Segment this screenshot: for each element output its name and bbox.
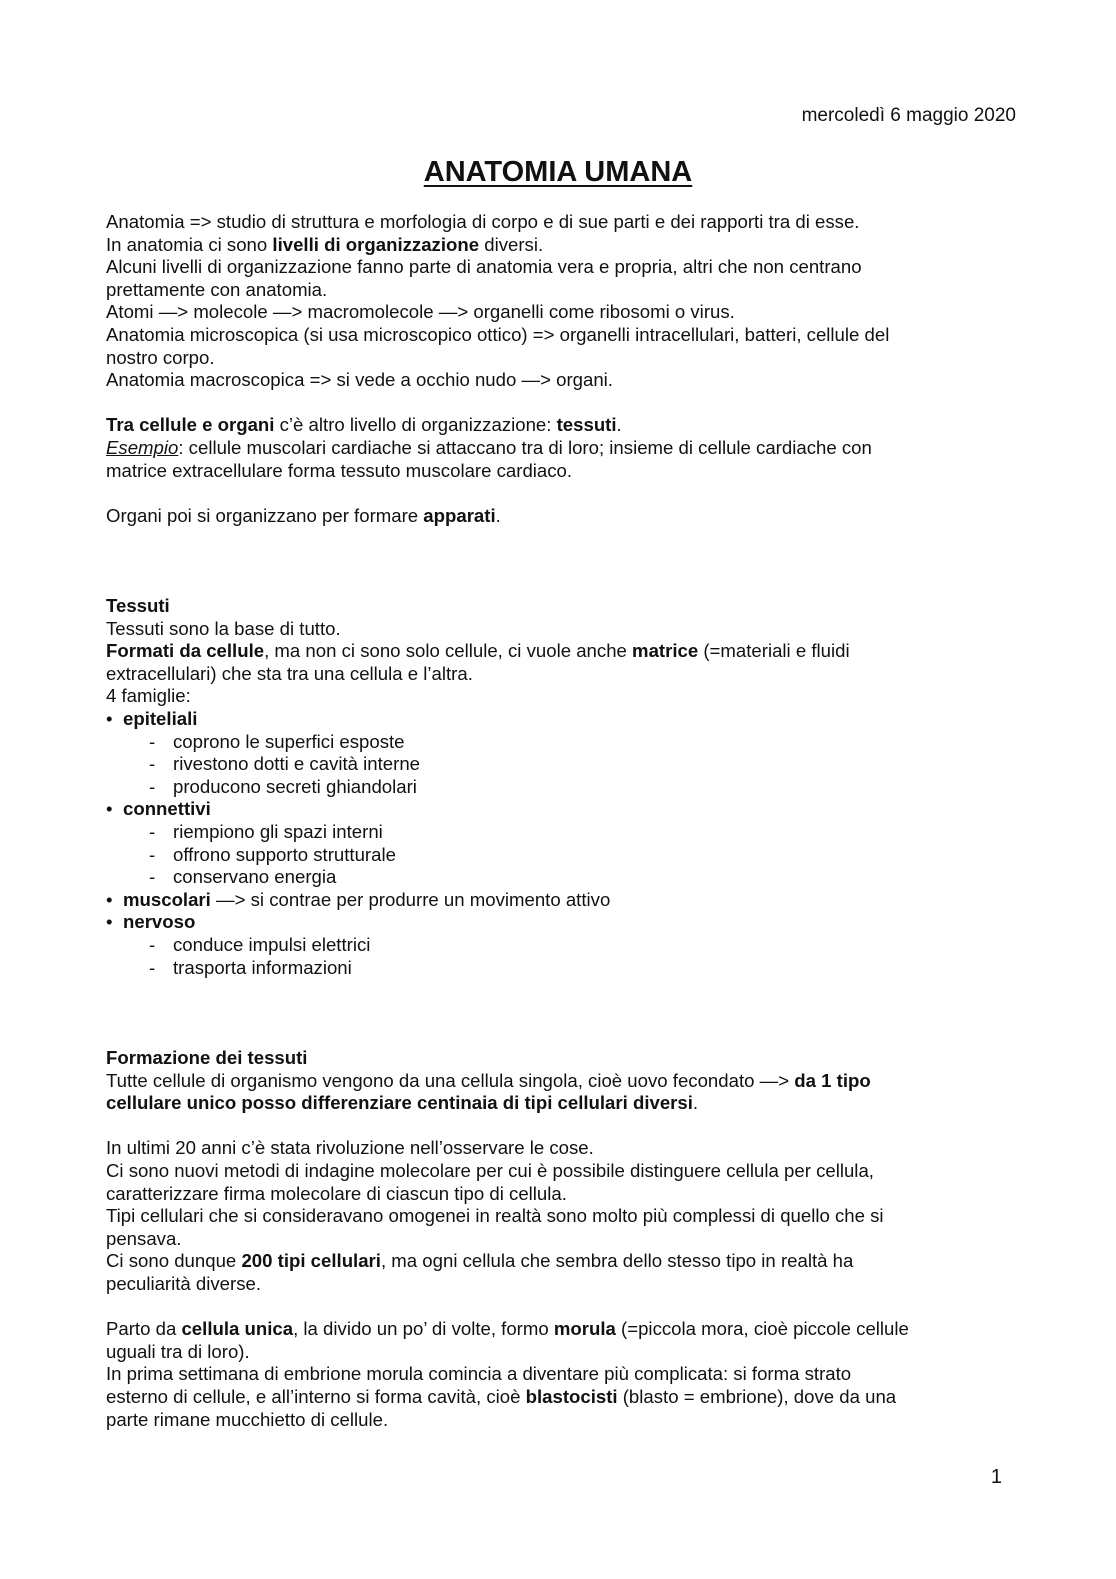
page-number: 1 xyxy=(990,1466,1002,1488)
text-line xyxy=(106,1318,1026,1341)
text-line: 4 famiglie: xyxy=(106,685,191,707)
spacer xyxy=(106,527,1026,595)
text-line: uguali tra di loro). xyxy=(106,1340,250,1362)
text-span: esterno di cellule, e all’interno si forma cavità, cioè xyxy=(106,1385,526,1407)
dash-icon: - xyxy=(149,866,156,888)
list-item-muscolari xyxy=(106,889,1026,912)
dash-icon: - xyxy=(149,753,156,775)
bold-term: da 1 tipo xyxy=(794,1069,871,1091)
text-line: Anatomia microscopica (si usa microscopico ottico) => organelli intracellulari, batteri, cellule del xyxy=(106,323,890,345)
document-body xyxy=(106,211,1026,1431)
list-item-connettivi xyxy=(106,798,1026,821)
text-span: rivestono dotti e cavità interne xyxy=(173,753,421,775)
bold-term: nervoso xyxy=(123,911,196,933)
sub-list-item xyxy=(106,731,1026,754)
text-line xyxy=(106,1070,1026,1093)
bold-term: blastocisti xyxy=(525,1385,618,1407)
list-item-epiteliali xyxy=(106,708,1026,731)
text-span: Tutte cellule di organismo vengono da una cellula singola, cioè uovo fecondato —> xyxy=(106,1069,795,1091)
bold-term: Tra cellule e organi xyxy=(106,414,275,436)
dash-icon: - xyxy=(149,775,156,797)
bold-term: 200 tipi cellulari xyxy=(241,1250,381,1272)
dash-icon: - xyxy=(149,956,156,978)
text-span: trasporta informazioni xyxy=(173,956,352,978)
text-line: pensava. xyxy=(106,1227,182,1249)
sub-list-item xyxy=(106,934,1026,957)
bold-term: livelli di organizzazione xyxy=(272,233,480,255)
text-line xyxy=(106,505,1026,528)
text-span: producono secreti ghiandolari xyxy=(173,775,417,797)
text-line: Ci sono nuovi metodi di indagine molecolare per cui è possibile distinguere cellula per cellula, xyxy=(106,1159,874,1181)
list-item-nervoso xyxy=(106,911,1026,934)
text-span: Organi poi si organizzano per formare xyxy=(106,504,424,526)
sub-list-item xyxy=(106,866,1026,889)
bold-term: matrice xyxy=(632,640,699,662)
document-title xyxy=(0,154,1116,190)
text-span: (blasto = embrione), dove da una xyxy=(617,1385,897,1407)
text-line xyxy=(106,1386,1026,1409)
bold-term: morula xyxy=(553,1318,616,1340)
sub-list-item xyxy=(106,957,1026,980)
text-line xyxy=(106,640,1026,663)
text-span: conservano energia xyxy=(173,866,337,888)
text-span: : cellule muscolari cardiache si attaccano tra di loro; insieme di cellule cardiache con xyxy=(178,436,872,458)
spacer xyxy=(106,1296,1026,1319)
text-span: diversi. xyxy=(479,233,544,255)
text-line: prettamente con anatomia. xyxy=(106,278,328,300)
bullet-icon: • xyxy=(106,798,113,820)
bold-term: epiteliali xyxy=(123,708,198,730)
text-line xyxy=(106,234,1026,257)
sub-list-item xyxy=(106,844,1026,867)
dash-icon: - xyxy=(149,821,156,843)
section-heading-formazione xyxy=(106,1047,1026,1070)
text-span: c’è altro livello di organizzazione: xyxy=(274,414,557,436)
dash-icon: - xyxy=(149,843,156,865)
bold-term: muscolari xyxy=(123,888,211,910)
spacer xyxy=(106,392,1026,415)
text-line: parte rimane mucchietto di cellule. xyxy=(106,1408,389,1430)
section-heading-tessuti xyxy=(106,595,1026,618)
text-span: , la divido un po’ di volte, formo xyxy=(293,1318,554,1340)
text-span: (=piccola mora, cioè piccole cellule xyxy=(615,1318,909,1340)
heading-text: Tessuti xyxy=(106,595,170,617)
bullet-icon: • xyxy=(106,708,113,730)
bold-term: Formati da cellule xyxy=(106,640,265,662)
example-label: Esempio xyxy=(106,436,179,458)
text-span: Parto da xyxy=(106,1318,182,1340)
bold-term: cellulare unico posso differenziare centinaia di tipi cellulari diversi xyxy=(106,1092,693,1114)
bold-term: apparati xyxy=(423,504,496,526)
text-line: caratterizzare firma molecolare di ciascun tipo di cellula. xyxy=(106,1182,567,1204)
text-line: matrice extracellulare forma tessuto muscolare cardiaco. xyxy=(106,459,573,481)
text-line: Tipi cellulari che si consideravano omogenei in realtà sono molto più complessi di quello che si xyxy=(106,1205,884,1227)
text-span: offrono supporto strutturale xyxy=(173,843,396,865)
text-span: —> si contrae per produrre un movimento attivo xyxy=(210,888,611,910)
text-line: In prima settimana di embrione morula comincia a diventare più complicata: si forma strato xyxy=(106,1363,852,1385)
text-span: conduce impulsi elettrici xyxy=(173,934,371,956)
text-line: Anatomia macroscopica => si vede a occhio nudo —> organi. xyxy=(106,369,613,391)
spacer xyxy=(106,482,1026,505)
text-span: , ma ogni cellula che sembra dello stesso tipo in realtà ha xyxy=(380,1250,854,1272)
text-line: Anatomia => studio di struttura e morfologia di corpo e di sue parti e dei rapporti tra di esse. xyxy=(106,211,860,232)
document-date: mercoledì 6 maggio 2020 xyxy=(801,105,1016,126)
text-line: nostro corpo. xyxy=(106,346,215,368)
sub-list-item xyxy=(106,753,1026,776)
spacer xyxy=(106,1115,1026,1138)
text-line: peculiarità diverse. xyxy=(106,1272,262,1294)
text-span: . xyxy=(495,504,501,526)
text-span: (=materiali e fluidi xyxy=(698,640,850,662)
text-span: riempiono gli spazi interni xyxy=(173,821,383,843)
dash-icon: - xyxy=(149,934,156,956)
text-line: Alcuni livelli di organizzazione fanno parte di anatomia vera e propria, altri che non centrano xyxy=(106,256,862,278)
text-span: Ci sono dunque xyxy=(106,1250,242,1272)
text-line: extracellulari) che sta tra una cellula e l’altra. xyxy=(106,662,473,684)
bullet-icon: • xyxy=(106,888,113,910)
heading-text: Formazione dei tessuti xyxy=(106,1047,308,1068)
text-line xyxy=(106,414,1026,437)
bold-term: cellula unica xyxy=(181,1318,294,1340)
text-span: , ma non ci sono solo cellule, ci vuole anche xyxy=(264,640,633,662)
bullet-icon: • xyxy=(106,911,113,933)
text-line xyxy=(106,437,1026,460)
text-line: Atomi —> molecole —> macromolecole —> organelli come ribosomi o virus. xyxy=(106,301,735,323)
text-span: coprono le superfici esposte xyxy=(173,730,405,752)
text-span: . xyxy=(692,1092,699,1114)
title-text: ANATOMIA UMANA xyxy=(423,156,693,188)
sub-list-item xyxy=(106,776,1026,799)
dash-icon: - xyxy=(149,730,156,752)
text-line xyxy=(106,1092,1026,1115)
spacer xyxy=(106,979,1026,1047)
text-line: In ultimi 20 anni c’è stata rivoluzione nell’osservare le cose. xyxy=(106,1137,594,1159)
sub-list-item xyxy=(106,821,1026,844)
bold-term: connettivi xyxy=(123,798,211,820)
text-span: . xyxy=(616,414,622,436)
text-line: Tessuti sono la base di tutto. xyxy=(106,617,341,639)
text-span: In anatomia ci sono xyxy=(106,233,273,255)
text-line xyxy=(106,1250,1026,1273)
bold-term: tessuti xyxy=(556,414,617,436)
